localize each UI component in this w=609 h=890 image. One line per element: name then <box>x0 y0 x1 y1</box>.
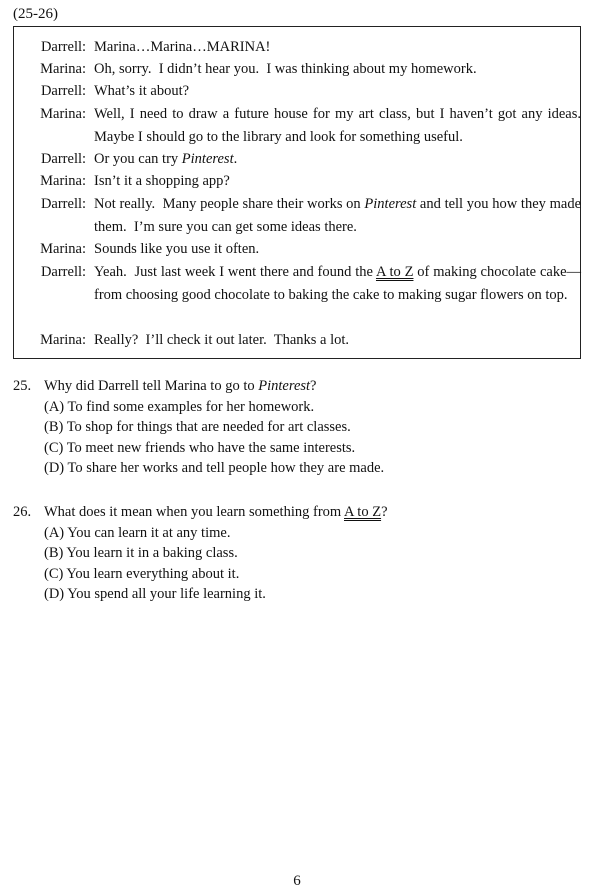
dialogue-line-4: Marina : Well, I need to draw a future house for my art class, but I haven’t got any ideas. Maybe I should go to the library and look for something useful. <box>26 103 582 148</box>
speaker-name: Darrell <box>40 151 82 167</box>
option-c: (C) You learn everything about it. <box>44 565 240 582</box>
dialogue-line-8: Marina : Sounds like you use it often. <box>26 238 582 261</box>
option-b: (B) To shop for things that are needed for art classes. <box>44 419 351 435</box>
app-name-pinterest: Pinterest <box>258 378 311 394</box>
dialogue-line-6: Marina : Isn’t it a shopping app? <box>26 170 582 193</box>
question-range-label: (25-26) <box>13 6 58 22</box>
question-stem <box>44 376 573 397</box>
dialogue-line-5: Darrell : Or you can try Pinterest. <box>26 148 582 171</box>
speaker-name: Darrell <box>40 196 82 212</box>
speaker-name: Marina <box>40 106 82 122</box>
dialogue-line-10: Marina : Really? I’ll check it out later. Thanks a lot. <box>26 329 582 352</box>
question-26 <box>13 502 573 605</box>
page-number: 6 <box>293 873 301 889</box>
utterance <box>94 148 581 171</box>
dialogue-box <box>13 26 585 359</box>
question-number: 25. <box>13 378 32 394</box>
question-number: 26. <box>13 504 32 520</box>
speaker-name: Marina <box>40 241 82 257</box>
utterance <box>94 261 581 306</box>
utterance <box>94 238 581 261</box>
utterance <box>94 58 581 81</box>
phrase-a-to-z: A to Z <box>344 504 382 520</box>
question-25 <box>13 376 573 479</box>
speaker-name: Marina <box>40 61 82 77</box>
utterance <box>94 80 581 103</box>
dialogue-line-9: Darrell : Yeah. Just last week I went there and found the A to Z of making chocolate cake—from choosing good chocolate to baking the cake to making sugar flowers on top. <box>26 261 582 306</box>
utterance-text: Really? I’ll check it out later. Thanks a lot. <box>94 332 350 348</box>
dialogue-line-1: Darrell : Marina…Marina…MARINA! <box>26 36 582 59</box>
utterance-text: Or you can try <box>94 151 182 167</box>
option-b: (B) You learn it in a baking class. <box>44 545 238 561</box>
utterance <box>94 36 581 59</box>
phrase-a-to-z: A to Z <box>375 264 414 280</box>
stem-text: Why did Darrell tell Marina to go to <box>44 378 259 394</box>
utterance-text: Marina…Marina…MARINA! <box>94 39 271 55</box>
app-name-pinterest: Pinterest <box>181 151 234 167</box>
option-d: (D) You spend all your life learning it. <box>44 586 266 602</box>
stem-text: ? <box>381 504 388 520</box>
option-d: (D) To share her works and tell people how they are made. <box>44 460 385 476</box>
dialogue-line-3: Darrell : What’s it about? <box>26 80 582 103</box>
utterance-text: Yeah. Just last week I went there and found the <box>94 264 376 280</box>
stem-text: What does it mean when you learn something from <box>44 504 344 520</box>
utterance-text: What’s it about? <box>94 83 190 99</box>
utterance-text: Oh, sorry. I didn’t hear you. I was thinking about my homework. <box>94 61 477 77</box>
utterance <box>94 103 581 148</box>
utterance-text: Not really. Many people share their works on <box>94 196 365 212</box>
app-name-pinterest: Pinterest <box>364 196 417 212</box>
utterance-text: . <box>233 151 238 167</box>
utterance-text: of making chocolate cake—from choosing good chocolate to baking the cake to making sugar flowers on top. <box>94 264 582 303</box>
utterance-text: and tell you how they made them. I’m sure you can get some ideas there. <box>94 196 585 235</box>
option-c: (C) To meet new friends who have the same interests. <box>44 439 356 456</box>
question-stem <box>44 502 573 523</box>
utterance <box>94 193 585 238</box>
utterance <box>94 170 581 193</box>
speaker-name: Darrell <box>40 264 82 280</box>
dialogue-line-2: Marina : Oh, sorry. I didn’t hear you. I was thinking about my homework. <box>26 58 582 81</box>
utterance-text: Sounds like you use it often. <box>94 241 260 257</box>
speaker-name: Marina <box>40 332 82 348</box>
utterance <box>94 329 581 352</box>
option-a: (A) You can learn it at any time. <box>44 524 231 541</box>
option-a: (A) To find some examples for her homework. <box>44 398 315 415</box>
utterance-text: Well, I need to draw a future house for my art class, but I haven’t got any ideas. Maybe I should go to the library and look for something useful. <box>94 106 581 145</box>
speaker-name: Marina <box>40 173 82 189</box>
speaker-name: Darrell <box>40 83 82 99</box>
utterance-text: Isn’t it a shopping app? <box>94 173 230 189</box>
dialogue-line-7: Darrell : Not really. Many people share their works on Pinterest and tell you how they made them. I’m sure you can get some ideas there. <box>26 193 582 238</box>
stem-text: ? <box>310 378 317 394</box>
speaker-name: Darrell <box>40 39 82 55</box>
